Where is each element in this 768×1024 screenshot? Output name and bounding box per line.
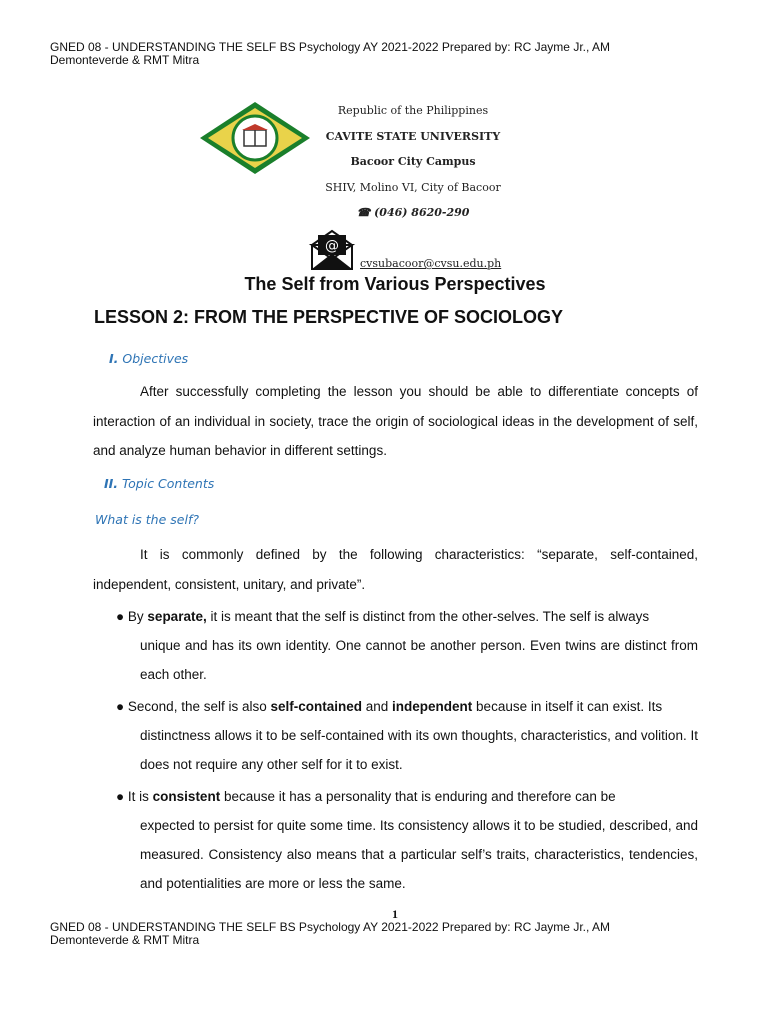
page-number: 1 [392,907,398,921]
bullet-3-rest: expected to persist for quite some time. Its consistency allows it to be studied, described, and measured. Consistency also means that a particular self’s traits, characteristics, tendencies, and potentialities are more or less the same. [140,818,698,891]
bullet-2-bold-2: independent [392,699,473,714]
topic-label: Topic Contents [122,476,215,491]
objectives-heading [109,351,188,366]
what-is-self-heading: What is the self? [95,512,199,527]
bullet-1-post: it is meant that the self is distinct from the other-selves. The self is always [206,609,650,624]
bullet-1-rest: unique and has its own identity. One cannot be another person. Even twins are distinct from each other. [140,638,698,682]
objectives-numeral: I. [109,351,119,366]
svg-text:@: @ [325,238,339,254]
bullet-2-bold: self-contained [270,699,363,714]
bullet-dot: ● [116,789,128,804]
bullet-dot: ● [116,609,128,624]
campus-name: Bacoor City Campus [350,155,476,168]
envelope-icon [308,227,356,271]
page-header [50,41,690,67]
header-line-1: GNED 08 - UNDERSTANDING THE SELF BS Psychology AY 2021-2022 Prepared by: RC Jayme Jr., AM [50,40,610,54]
footer-line-1: GNED 08 - UNDERSTANDING THE SELF BS Psychology AY 2021-2022 Prepared by: RC Jayme Jr., AM [50,920,610,934]
bullet-dot: ● [116,699,128,714]
bullet-3-bold: consistent [152,789,221,804]
objectives-paragraph: After successfully completing the lesson you should be able to differentiate concepts of interaction of an individual in society, trace the origin of sociological ideas in the development of self, and analyze human behavior in different settings. [93,384,698,458]
bullet-2-pre: Second, the self is also [127,699,271,714]
university-seal-logo [198,100,312,176]
page-footer [50,921,690,947]
university-info [318,98,508,226]
objectives-label: Objectives [122,351,189,366]
topic-numeral: II. [104,476,119,491]
bullet-3-post: because it has a personality that is enduring and therefore can be [220,789,616,804]
bullet-2-mid: and [362,699,393,714]
header-line-2: Demonteverde & RMT Mitra [50,53,200,67]
bullet-1-pre: By [127,609,148,624]
bullet-3-pre: It is [127,789,153,804]
bullet-2-rest: distinctness allows it to be self-contained with its own thoughts, characteristics, and volition. It does not require any other self for it to exist. [140,728,698,772]
bullet-separate [116,602,698,689]
university-name: CAVITE STATE UNIVERSITY [325,129,501,143]
bullet-consistent [116,782,698,898]
document-title: The Self from Various Perspectives [244,274,546,294]
topic-heading [104,476,214,491]
bullet-2-post: because in itself it can exist. Its [472,699,663,714]
bullet-1-bold: separate, [147,609,207,624]
topic-intro-paragraph: It is commonly defined by the following characteristics: “separate, self-contained, independent, consistent, unitary, and private”. [93,547,698,592]
bullet-self-contained [116,692,698,779]
email-link[interactable]: cvsubacoor@cvsu.edu.ph [360,257,502,270]
republic-line: Republic of the Philippines [337,104,489,117]
campus-phone: ☎ (046) 8620-290 [356,206,470,219]
footer-line-2: Demonteverde & RMT Mitra [50,933,200,947]
lesson-heading: LESSON 2: FROM THE PERSPECTIVE OF SOCIOLOGY [94,307,564,327]
campus-address: SHIV, Molino VI, City of Bacoor [325,180,501,194]
